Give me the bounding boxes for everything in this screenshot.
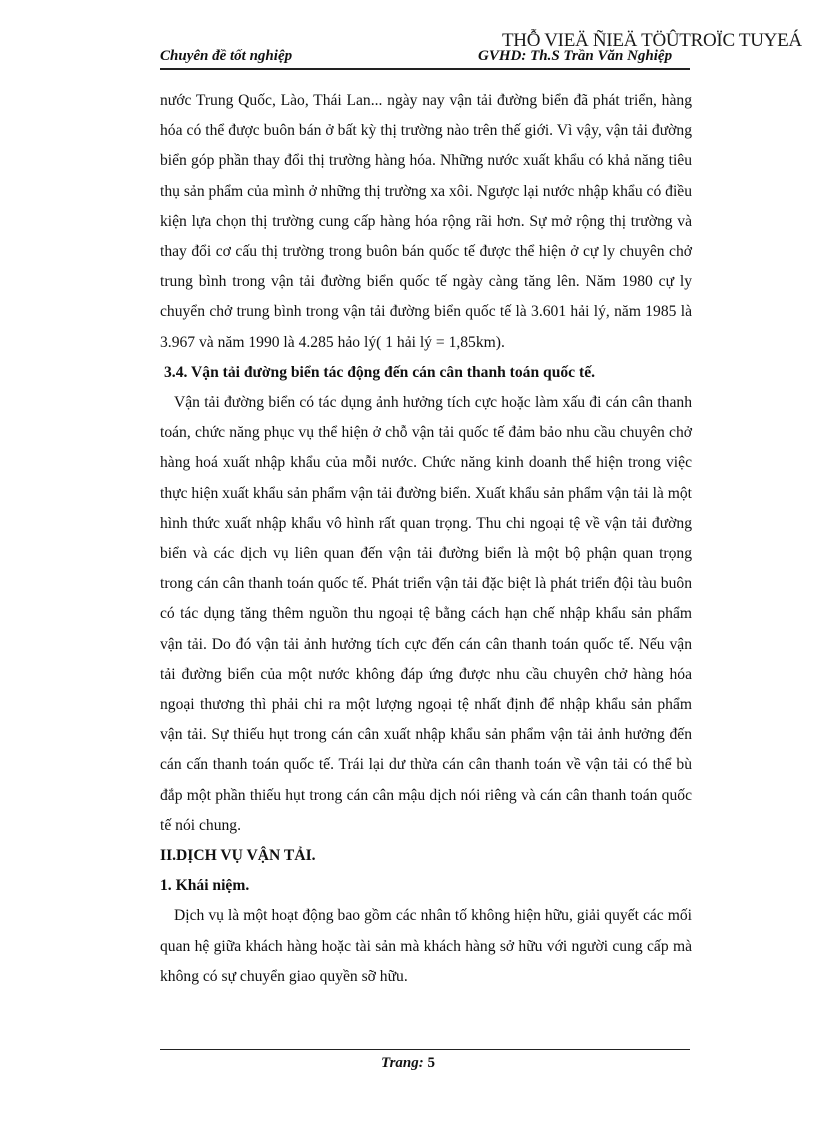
header-advisor: GVHD: Th.S Trần Văn Nghiệp: [478, 48, 673, 64]
header-title: Chuyên đề tốt nghiệp: [160, 48, 293, 64]
section-heading-3-4: 3.4. Vận tải đường biển tác động đến cán cân thanh toán quốc tế.: [164, 363, 596, 381]
page-footer: [0, 1055, 816, 1072]
page-number: 5: [427, 1055, 436, 1071]
footer-divider: [160, 1049, 690, 1050]
chapter-heading-ii: II.DỊCH VỤ VẬN TẢI.: [160, 847, 316, 865]
watermark-text: THỖ VIEÄ ÑIEÄ TÖÛTROÏC TUYEÁ: [502, 30, 802, 51]
paragraph-balance-of-payments: Vận tải đường biển có tác dụng ảnh hưởng tích cực hoặc làm xấu đi cán cân thanh toán, chức năng phục vụ thể hiện ở chỗ vận tải quốc tế đảm bảo nhu cầu chuyên chở hàng hoá xuất nhập khẩu của mỗi nước. Chức năng kinh doanh thể hiện trong việc thực hiện xuất khẩu sản phẩm vận tải đường biển. Xuất khẩu sản phẩm vận tải là một hình thức xuất nhập khẩu vô hình rất quan trọng. Thu chi ngoại tệ về vận tải đường biển và các dịch vụ liên quan đến vận tải đường biển là một bộ phận quan trọng trong cán cân thanh toán quốc tế. Phát triển vận tải đặc biệt là phát triển đội tàu buôn có tác dụng tăng thêm nguồn thu ngoại tệ bằng cách hạn chế nhập khẩu sản phẩm vận tải. Do đó vận tải ảnh hưởng tích cực đến cán cân thanh toán quốc tế. Nếu vận tải đường biển của một nước không đáp ứng được nhu cầu chuyên chở hàng hóa ngoại thương thì phải chi ra một lượng ngoại tệ nhất định để nhập khẩu sản phẩm vận tải. Sự thiếu hụt trong cán cân xuất nhập khẩu sản phẩm vận tải ảnh hưởng đến cán cấn thanh toán quốc tế. Trái lại dư thừa cán cân thanh toán về vận tải có thể bù đắp một phần thiếu hụt trong cán cân mậu dịch nói riêng và cán cân thanh toán quốc tế nói chung.: [160, 394, 692, 834]
page-body: [160, 86, 692, 992]
header-divider: [160, 68, 690, 70]
section-heading-1: 1. Khái niệm.: [160, 877, 250, 895]
page-label: Trang:: [380, 1055, 424, 1071]
paragraph-service-definition: Dịch vụ là một hoạt động bao gồm các nhân tố không hiện hữu, giải quyết các mối quan hệ giữa khách hàng hoặc tài sản mà khách hàng sở hữu với người cung cấp mà không có sự chuyển giao quyền sỡ hữu.: [160, 907, 692, 985]
paragraph-market: nước Trung Quốc, Lào, Thái Lan... ngày nay vận tải đường biển đã phát triển, hàng hóa có thể được buôn bán ở bất kỳ thị trường nào trên thế giới. Vì vậy, vận tải đường biển góp phần thay đổi thị trường hàng hóa. Những nước xuất khẩu có khả năng tiêu thụ sản phẩm của mình ở những thị trường xa xôi. Ngược lại nước nhập khẩu có điều kiện lựa chọn thị trường cung cấp hàng hóa rộng rãi hơn. Sự mở rộng thị trường và thay đổi cơ cấu thị trường trong buôn bán quốc tế được thể hiện ở cự ly chuyên chở trung bình trong vận tải đường biển quốc tế ngày càng tăng lên. Năm 1980 cự ly chuyển chở trung bình trong vận tải đường biển quốc tế là 3.601 hải lý, năm 1985 là 3.967 và năm 1990 là 4.285 hảo lý( 1 hải lý = 1,85km).: [160, 92, 692, 351]
